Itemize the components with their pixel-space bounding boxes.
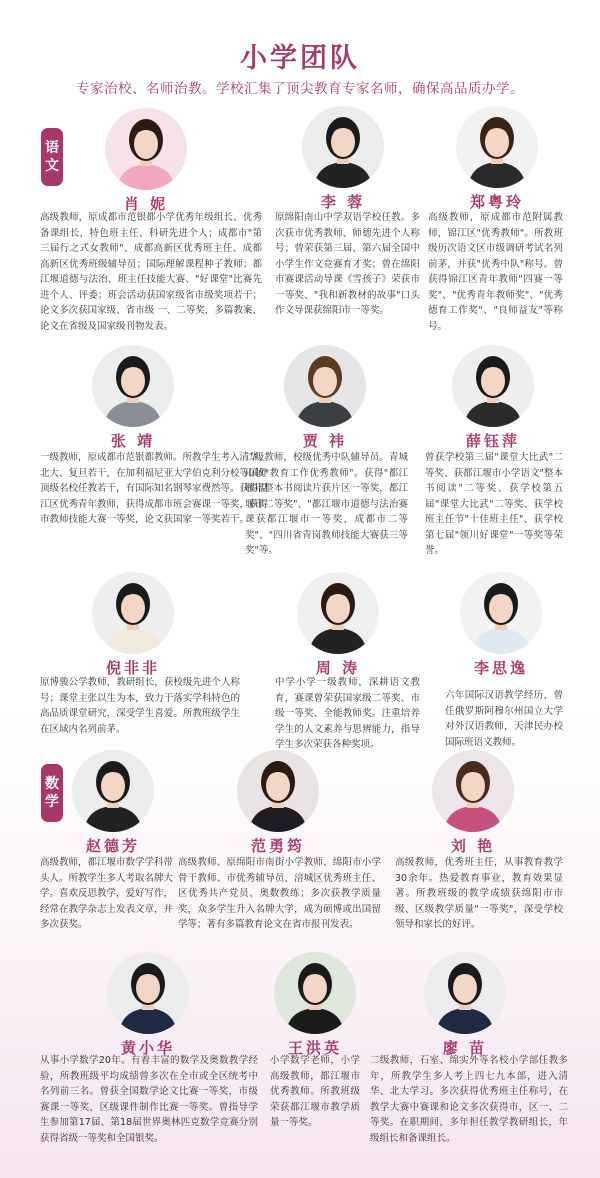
teacher-bio: 高级教师，都江堰市数学学科带头人。所教学生多人考取名牌大学。喜欢反思教学，爱好写作，经常在教学杂志上发表文章，并多次获奖。 bbox=[40, 857, 174, 930]
teacher-bio: 原绵阳南山中学双语学校任教。多次获市优秀教师、师德先进个人称号；曾荣获第三届、第六届全国中小学生作文竞赛育才奖；曾在绵阳市赛课活动导课《雪孩子》荣获市一等奖、"我和新教材的故事"口头作文导课获绵阳市一等奖。 bbox=[275, 212, 420, 316]
teacher-name: 倪非非 bbox=[105, 659, 160, 677]
teacher-name: 郑粤玲 bbox=[469, 193, 524, 211]
teacher-photo bbox=[432, 750, 514, 832]
teacher-bio: 中学小学一级教师，深耕语文教育，赛课曾荣获国家级二等奖、市级一等奖、全能教师奖。注重培养学生的人文素养与思辨能力，指导学生多次荣获各种奖项。 bbox=[275, 677, 420, 750]
teacher-name: 王洪英 bbox=[287, 1039, 342, 1057]
teacher-name: 廖 苗 bbox=[442, 1039, 488, 1057]
section-tag-math bbox=[41, 764, 63, 822]
teacher-name: 肖 妮 bbox=[123, 195, 169, 213]
teacher-photo bbox=[424, 952, 506, 1034]
teacher-name: 刘 艳 bbox=[450, 837, 496, 855]
teacher-photo bbox=[456, 106, 538, 188]
teacher-name: 李 蓉 bbox=[320, 193, 366, 211]
teacher-bio: 高级教师、原绵阳市南街小学教师、绵阳市小学骨干教师、市优秀辅导员、涪城区优秀班主任、区优秀共产党员、奥数教练；多次获教学质量奖，众多学生升入名牌大学，成为硕博或出国留学等；著有多篇教育论文在省市报刊发表。 bbox=[178, 857, 381, 930]
teacher-bio: 二级教师，校级优秀中队辅导员。青城山镇"教育工作优秀教师"。获得"都江堰市整本书阅读片获片区一等奖，都江堰市二等奖"、"都江堰市道德与法治赛课获都江堰市一等奖，成都市二等奖"、"四川省青岗教师技能大赛获三等奖"等。 bbox=[245, 452, 408, 556]
teacher-name: 范勇筠 bbox=[250, 837, 305, 855]
teacher-photo bbox=[92, 572, 174, 654]
teacher-name: 张 靖 bbox=[110, 432, 156, 450]
teacher-bio: 高级教师，优秀班主任，从事教育教学30余年。热爱教育事业，教育效果显著。所教班级的教学成绩获绵阳市市级、区级教学质量"一等奖"，深受学校领导和家长的好评。 bbox=[395, 857, 563, 930]
teacher-name: 赵德芳 bbox=[85, 837, 140, 855]
teacher-bio: 一级教师，原成都市范银都教师。所教学生考入清华、北大、复旦若干，在加利福尼亚大学伯克利分校等国外顶级名校任教若干，有国际知名钢琴家费然等。获得温江区优秀青年教师，获得成都市班会赛课一等奖，获得市教师技能大赛一等奖，论文获国家一等奖若干。 bbox=[40, 452, 269, 525]
section-tag-label: 语 文 bbox=[45, 140, 59, 174]
teacher-photo bbox=[297, 572, 379, 654]
teacher-photo bbox=[274, 952, 356, 1034]
teacher-photo bbox=[72, 750, 154, 832]
teacher-name: 李思逸 bbox=[473, 659, 528, 677]
teacher-photo bbox=[92, 345, 174, 427]
section-tag-label: 数 学 bbox=[45, 776, 59, 810]
teacher-photo bbox=[452, 345, 534, 427]
section-tag-chinese bbox=[41, 128, 63, 186]
teacher-bio: 原博骏公学教师，教研组长，获校级先进个人称号；课堂主张以生为本，致力于落实学科特色的高品质课堂研究，深受学生喜爱。所教班级学生在区域内名列前茅。 bbox=[40, 677, 240, 735]
teacher-photo bbox=[105, 108, 187, 190]
teacher-name: 周 涛 bbox=[315, 659, 361, 677]
teacher-name: 贾 祎 bbox=[302, 432, 348, 450]
teacher-name: 黄小华 bbox=[120, 1039, 175, 1057]
page-subtitle: 专家治校、名师治教。学校汇集了顶尖教育专家名师，确保高品质办学。 bbox=[76, 81, 524, 97]
teacher-photo bbox=[284, 345, 366, 427]
teacher-photo bbox=[107, 952, 189, 1034]
teacher-photo bbox=[237, 750, 319, 832]
teacher-bio: 二级教师，石室、绵实外等名校小学部任教多年，所教学生多人考上四七九本部，进入清华、北大学习。多次获得优秀班主任称号，在教学大赛中赛课和论文多次获得市，区一、二等奖。在职期间，多年担任教学教研组长，年级组长和备课组长。 bbox=[370, 1055, 568, 1144]
page-title: 小学团队 bbox=[240, 43, 360, 74]
teacher-photo bbox=[302, 106, 384, 188]
teacher-bio: 曾获学校第三届"课堂大比武"二等奖、获都江堰市小学语文"整本书阅读"二等奖、获学校第五届"课堂大比武"二等奖、获学校班主任节"十佳班主任"、获学校第七届"领川好课堂"一等奖等荣誉。 bbox=[425, 452, 563, 556]
teacher-bio: 高级教师，原成都市范附属教师，锦江区"优秀教师"。所教班级历次语文区市级调研考试名列前茅，并获"优秀中队"称号。曾获得锦江区青年教师"四赛一等奖"、"优秀青年教师奖"、"优秀德育工作奖"、"良师益友"等称号。 bbox=[428, 212, 563, 332]
teacher-bio: 小学数学老师，小学高级教师，都江堰市优秀教师。所教班级荣获都江堰市教学质量一等奖。 bbox=[270, 1055, 360, 1128]
teacher-photo bbox=[460, 572, 542, 654]
teacher-bio: 从事小学数学20年。有着丰富的数学及奥数教学经验，所教班级平均成绩曾多次在全市或全区统考中名列前三名。曾获全国数学论文比赛一等奖，市级赛课一等奖，区级课件制作比赛一等奖。曾指导学生参加第17届、第18届世界奥林匹克数学竞赛分别获得省级一等奖和全国银奖。 bbox=[40, 1055, 258, 1144]
teacher-name: 薛钰萍 bbox=[465, 432, 520, 450]
teacher-bio: 六年国际汉语教学经历，曾任俄罗斯阿穆尔州国立大学对外汉语教师，天津民办校国际班语文教师。 bbox=[445, 690, 563, 748]
teacher-bio: 高级教师，原成都市范银都小学优秀年级组长、优秀备课组长，特色班主任、科研先进个人；成都市"第三届行之式女教师"、成都高新区优秀班主任、成都高新区优秀班级辅导员；国际理解课程种子教师；都江堰道德与法治、班主任技能大赛、"好课堂"比赛先进个人、评委；班会活动获国家级省市级奖项若干；论文多次获国家级、省市级 一、二等奖，多篇教案、论文在省级及国家级刊物发表。 bbox=[40, 212, 262, 332]
